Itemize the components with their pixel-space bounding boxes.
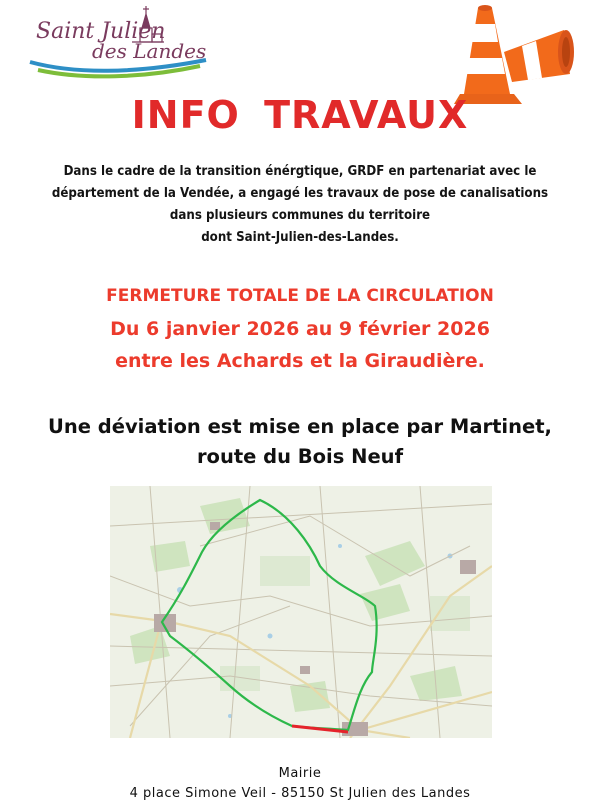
municipality-logo bbox=[24, 4, 209, 84]
intro-paragraph bbox=[40, 161, 560, 249]
footer-town-hall: Mairie bbox=[278, 766, 322, 781]
footer-address bbox=[0, 764, 600, 804]
deviation-line: Une déviation est mise en place par Martinet, bbox=[48, 415, 552, 438]
intro-line: département de la Vendée, a engagé les travaux de pose de canalisations bbox=[51, 186, 549, 201]
closure-dates: Du 6 janvier 2026 au 9 février 2026 bbox=[110, 318, 490, 340]
logo-line1: Saint Julien bbox=[36, 19, 166, 44]
tipped-cone-icon bbox=[504, 30, 574, 82]
footer-address-line: 4 place Simone Veil - 85150 St Julien des Landes bbox=[129, 786, 471, 801]
intro-line: Dans le cadre de la transition énérgtique, GRDF en partenariat avec le bbox=[63, 164, 537, 179]
logo-line2: des Landes bbox=[92, 39, 207, 63]
closure-heading: FERMETURE TOTALE DE LA CIRCULATION bbox=[106, 286, 494, 306]
intro-line: dont Saint-Julien-des-Landes. bbox=[201, 230, 399, 245]
detour-map bbox=[110, 486, 492, 738]
deviation-notice bbox=[0, 412, 600, 472]
page-title: INFO TRAVAUX bbox=[131, 93, 469, 137]
closure-section: entre les Achards et la Giraudière. bbox=[115, 350, 485, 372]
logo-graphic bbox=[24, 4, 209, 84]
intro-line: dans plusieurs communes du territoire bbox=[169, 208, 431, 223]
deviation-line: route du Bois Neuf bbox=[196, 445, 404, 468]
closure-notice bbox=[0, 279, 600, 377]
